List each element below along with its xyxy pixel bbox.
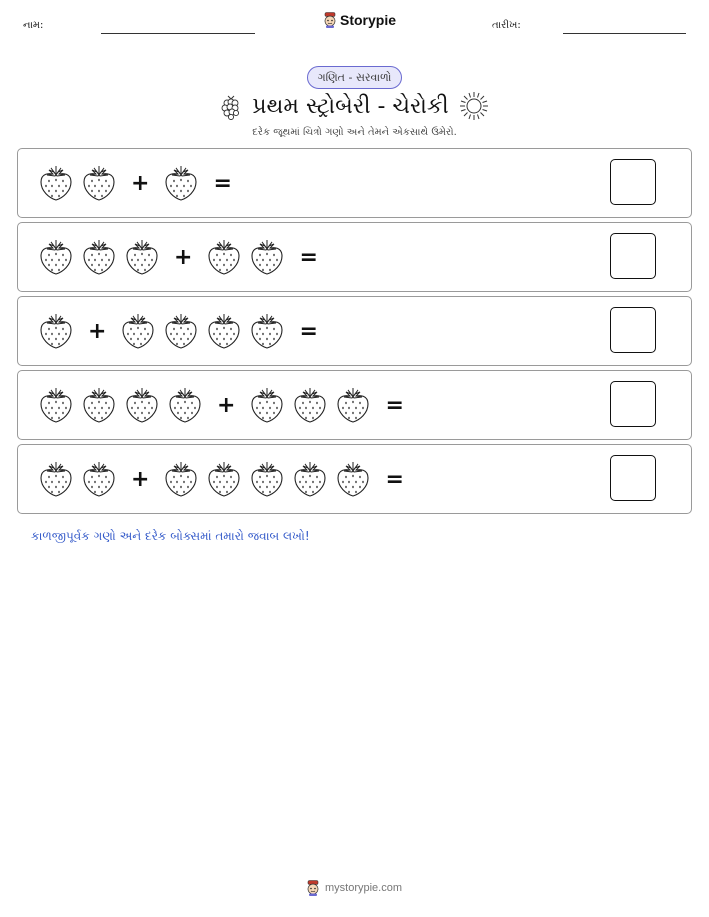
date-line[interactable] <box>563 33 686 34</box>
strawberry-icon <box>249 386 285 424</box>
strawberry-icon <box>81 386 117 424</box>
plus-sign: + <box>131 466 150 492</box>
strawberry-icon <box>335 460 371 498</box>
answer-box[interactable] <box>610 455 656 501</box>
sun-icon <box>459 91 489 121</box>
strawberry-icon <box>120 312 156 350</box>
storypie-logo <box>323 12 396 28</box>
equals-sign: = <box>213 170 232 196</box>
equals-sign: = <box>299 318 318 344</box>
strawberry-icon <box>81 164 117 202</box>
strawberry-icon <box>38 386 74 424</box>
strawberry-icon <box>249 460 285 498</box>
name-line[interactable] <box>101 33 255 34</box>
strawberry-icon <box>167 386 203 424</box>
strawberry-icon <box>163 312 199 350</box>
problem-row <box>17 444 692 514</box>
strawberry-icon <box>292 386 328 424</box>
strawberry-icon <box>249 238 285 276</box>
problem-row <box>17 222 692 292</box>
strawberry-icon <box>163 164 199 202</box>
problem-row <box>17 148 692 218</box>
answer-box[interactable] <box>610 159 656 205</box>
site-footer <box>306 880 402 896</box>
mascot-icon <box>306 880 320 896</box>
site-url: mystorypie.com <box>325 882 403 894</box>
instructions: દરેક જૂથમાં ચિત્રો ગણો અને તેમને એકસાથે ઉમેરો. <box>252 127 457 138</box>
problem-row <box>17 370 692 440</box>
strawberry-icon <box>81 238 117 276</box>
equals-sign: = <box>385 392 404 418</box>
equation <box>38 459 404 499</box>
strawberry-icon <box>335 386 371 424</box>
strawberry-icon <box>206 460 242 498</box>
plus-sign: + <box>88 318 107 344</box>
answer-box[interactable] <box>610 381 656 427</box>
name-label: નામ: <box>23 20 44 31</box>
strawberry-icon <box>38 460 74 498</box>
strawberry-icon <box>124 386 160 424</box>
equation <box>38 237 318 277</box>
answer-box[interactable] <box>610 233 656 279</box>
equals-sign: = <box>299 244 318 270</box>
strawberry-icon <box>81 460 117 498</box>
equals-sign: = <box>385 466 404 492</box>
subject-badge: ગણિત - સરવાળો <box>307 66 402 89</box>
brand-name: Storypie <box>340 12 397 28</box>
plus-sign: + <box>131 170 150 196</box>
date-label: તારીખ: <box>492 20 521 31</box>
plus-sign: + <box>217 392 236 418</box>
strawberry-icon <box>124 238 160 276</box>
mascot-icon <box>323 12 337 28</box>
worksheet-title: પ્રથમ સ્ટ્રોબેરી - ચેરોકી <box>252 93 449 119</box>
problem-row <box>17 296 692 366</box>
raspberry-icon <box>220 92 242 120</box>
title-row <box>0 90 709 122</box>
footer-note: કાળજીપૂર્વક ગણો અને દરેક બોક્સમાં તમારો જવાબ લખો! <box>31 529 310 543</box>
strawberry-icon <box>163 460 199 498</box>
strawberry-icon <box>249 312 285 350</box>
answer-box[interactable] <box>610 307 656 353</box>
strawberry-icon <box>206 312 242 350</box>
equation <box>38 311 318 351</box>
strawberry-icon <box>206 238 242 276</box>
strawberry-icon <box>38 238 74 276</box>
plus-sign: + <box>174 244 193 270</box>
strawberry-icon <box>38 312 74 350</box>
equation <box>38 163 232 203</box>
strawberry-icon <box>38 164 74 202</box>
strawberry-icon <box>292 460 328 498</box>
equation <box>38 385 404 425</box>
